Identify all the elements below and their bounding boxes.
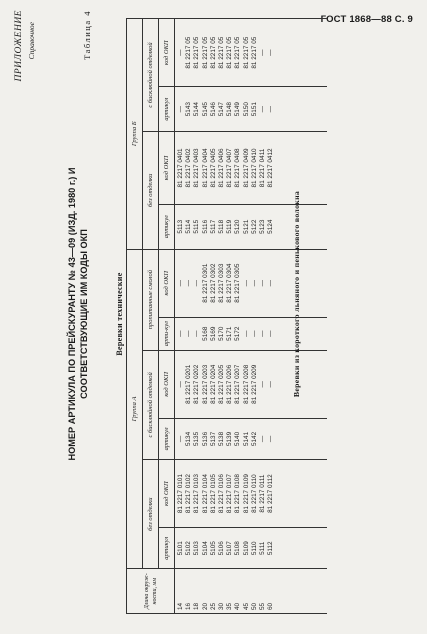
table-cell: 5105 [209, 541, 217, 556]
table-cell: 20 [201, 602, 209, 610]
column-length [175, 569, 328, 614]
table-cell: 5113 [177, 219, 184, 234]
table-cell: 5149 [234, 102, 242, 117]
header-okp: код ОКП [159, 19, 175, 87]
table-cell: 5117 [209, 219, 217, 234]
table-cell: 81 2217 0403 [193, 148, 201, 188]
table-cell: 5151 [250, 102, 258, 117]
table-cell: — [259, 330, 267, 337]
table-cell: 5145 [201, 102, 209, 117]
header-okp: код ОКП [159, 132, 175, 205]
table-cell: 5115 [193, 219, 201, 234]
table-cell: 81 2217 0102 [185, 474, 193, 514]
table-cell: 5124 [267, 219, 275, 234]
table-cell: 5104 [201, 541, 209, 556]
table-number: Таблица 4 [82, 10, 92, 60]
header-article-short: арти-кул [159, 317, 175, 350]
table-cell: 5112 [267, 541, 275, 556]
table-cell: 5121 [242, 219, 250, 234]
table-cell: 81 2217 0302 [209, 263, 217, 303]
header-a-impregnated: пропитанные смолой [143, 249, 159, 350]
page-header: ГОСТ 1868—88 С. 9 [320, 14, 413, 25]
column-a-quick-finish-okp [175, 350, 328, 418]
table-cell: 45 [242, 602, 250, 610]
table-cell: — [259, 105, 267, 113]
header-article: артикул [159, 204, 175, 249]
table-cell: 81 2217 0204 [209, 364, 217, 404]
table-cell: 5168 [201, 326, 209, 341]
table-cell: 5148 [226, 102, 234, 117]
header-okp: код ОКП [159, 460, 175, 528]
table-cell: 81 2217 0111 [259, 474, 267, 513]
header-group-b: Группа Б [127, 19, 143, 250]
table-cell: 14 [177, 602, 184, 610]
table-cell: — [259, 435, 267, 443]
table-cell: 5108 [234, 541, 242, 556]
table-cell: — [185, 279, 193, 287]
table-cell: 5114 [185, 219, 193, 234]
table-cell: 81 2217 0411 [259, 148, 267, 188]
column-b-quick-finish-article [175, 87, 328, 132]
appendix-subtitle: Справочное [27, 22, 36, 60]
column-a-impregnated-okp [175, 249, 328, 317]
table-cell: — [259, 279, 267, 287]
header-article: артикул [159, 87, 175, 132]
table-cell: — [259, 381, 267, 388]
table-cell: 5102 [185, 541, 193, 556]
table-cell: 5103 [193, 541, 201, 556]
table-cell: 81 2217 0408 [234, 148, 242, 188]
table-cell: 81 2217 0101 [177, 474, 184, 514]
table-cell: — [193, 279, 201, 287]
table-cell: — [177, 435, 184, 443]
table-cell: 81 2217 0106 [218, 474, 226, 514]
table-cell: 81 2217 0410 [250, 148, 258, 188]
table-cell: — [185, 330, 193, 337]
table-cell: 81 2217 05 [218, 36, 226, 69]
table-cell: — [267, 381, 275, 388]
table-cell: 81 2217 0301 [201, 263, 209, 303]
table-cell: 40 [234, 602, 242, 610]
table-cell: 81 2217 05 [242, 36, 250, 69]
table-cell: 81 2217 0305 [234, 263, 242, 303]
table-cell: 81 2217 0303 [218, 263, 226, 303]
column-b-no-finish-okp [175, 132, 328, 205]
table-cell: 5143 [185, 102, 193, 117]
table-cell: — [259, 49, 267, 56]
table-cell: — [193, 330, 201, 337]
table-cell: 16 [185, 602, 193, 610]
column-a-no-finish-article [175, 528, 328, 569]
header-a-no-finish: без отделки [143, 460, 159, 569]
table-cell: 81 2217 0409 [242, 148, 250, 188]
table-cell: 5147 [218, 102, 226, 117]
table-cell: 5144 [193, 102, 201, 117]
table-cell: 5119 [226, 219, 234, 234]
table-cell: 81 2217 0406 [218, 148, 226, 188]
table-cell: — [177, 330, 184, 337]
table-cell: 5138 [218, 431, 226, 447]
table-cell: — [250, 330, 258, 337]
table-cell: — [177, 381, 184, 388]
section-title-short-fiber: Веревки из короткого льняного и пенькового волокна [292, 190, 301, 398]
table-cell: 5139 [226, 431, 234, 447]
main-title [66, 4, 90, 624]
table-cell: 81 2217 0205 [218, 364, 226, 404]
column-b-no-finish-article [175, 204, 328, 249]
table-cell: 81 2217 0206 [226, 364, 234, 404]
table-cell: 5109 [242, 541, 250, 556]
table-cell: 5141 [242, 431, 250, 447]
table-cell: 81 2217 0304 [226, 263, 234, 303]
table-cell: — [250, 279, 258, 287]
table-cell: 60 [267, 602, 275, 610]
table-cell: 81 2217 0209 [250, 364, 258, 404]
table-cell: 81 2217 0103 [193, 474, 201, 514]
table-cell: 81 2217 0112 [267, 474, 275, 513]
column-a-impregnated-article [175, 317, 328, 350]
header-article: артикул [159, 418, 175, 459]
table-cell: 50 [250, 602, 258, 610]
table-cell: 5120 [234, 219, 242, 234]
table-cell: 81 2217 05 [209, 36, 217, 69]
table-cell: 81 2217 0402 [185, 148, 193, 188]
table-cell: 5171 [226, 326, 234, 341]
table-cell: 81 2217 0412 [267, 148, 275, 188]
header-b-quick-finish: с бисклюйной отделкой [143, 19, 159, 132]
table-cell: 81 2217 0401 [177, 148, 184, 188]
table-cell: 5172 [234, 326, 242, 341]
table-cell: 81 2217 0110 [250, 474, 258, 513]
table-cell: — [267, 49, 275, 56]
header-b-no-finish: без отделки [143, 132, 159, 250]
main-title-line-1: НОМЕР АРТИКУЛА ПО ПРЕЙСКУРАНТУ № 43—09 (ИЗД. 1980 г.) И [67, 167, 77, 461]
table-cell: 81 2217 0405 [209, 148, 217, 188]
header-group-a: Группа А [127, 249, 143, 569]
appendix-title: ПРИЛОЖЕНИЕ [14, 10, 24, 82]
header-okp: код ОКП [159, 249, 175, 317]
table-cell: — [267, 279, 275, 287]
table-cell: 81 2217 0109 [242, 474, 250, 514]
table-cell: 5135 [193, 431, 201, 447]
table-cell: 5136 [201, 431, 209, 447]
table-cell: 5134 [185, 431, 193, 447]
table-cell: 5169 [209, 326, 217, 341]
header-okp: код ОКП [159, 350, 175, 418]
table-cell: 5146 [209, 102, 217, 117]
table-cell: 81 2217 0202 [193, 364, 201, 404]
table-cell: 55 [259, 602, 267, 610]
table-cell: 81 2217 0105 [209, 474, 217, 514]
table-cell: 81 2217 0207 [234, 364, 242, 404]
table-cell: 81 2217 0104 [201, 474, 209, 514]
table-cell: — [177, 49, 184, 56]
column-b-quick-finish-okp [175, 19, 328, 87]
table-cell: 5140 [234, 431, 242, 447]
header-length: Длина окруж-ности, мм [127, 569, 175, 614]
section-title-technical: Веревки технические [115, 272, 124, 356]
table-cell: 81 2217 0107 [226, 474, 234, 514]
table-cell: — [242, 330, 250, 337]
table-cell: — [177, 279, 184, 287]
table-cell: — [267, 435, 275, 443]
table-cell: — [267, 105, 275, 113]
table-cell: — [242, 279, 250, 287]
table-cell: 81 2217 0108 [234, 474, 242, 514]
table-cell: 5106 [218, 541, 226, 556]
table-cell: 81 2217 05 [193, 36, 201, 69]
table-cell: 5170 [218, 326, 226, 341]
table-cell: 5116 [201, 219, 209, 234]
table-cell: 81 2217 0407 [226, 148, 234, 188]
header-a-quick-finish: с бисклюйной отделкой [143, 350, 159, 459]
table-cell: — [177, 105, 184, 113]
table-cell: 81 2217 05 [185, 36, 193, 69]
table-cell: 35 [226, 602, 234, 610]
table-cell: 5118 [218, 219, 226, 234]
table-cell: — [267, 330, 275, 337]
table-cell: 5110 [250, 541, 258, 556]
table-cell: 5111 [259, 541, 267, 555]
table-cell: 81 2217 0201 [185, 364, 193, 404]
table-cell: 25 [209, 602, 217, 610]
table-cell: 81 2217 0208 [242, 364, 250, 404]
table-cell: 5107 [226, 541, 234, 556]
table-cell: 81 2217 0203 [201, 364, 209, 404]
table-cell: 5150 [242, 102, 250, 117]
rotated-page-content [8, 4, 418, 624]
table-cell: 81 2217 0404 [201, 148, 209, 188]
table-cell: 81 2217 05 [201, 36, 209, 69]
column-a-quick-finish-article [175, 418, 328, 459]
header-article: артикул [159, 528, 175, 569]
table-cell: 81 2217 05 [226, 36, 234, 69]
table-cell: 81 2217 05 [234, 36, 242, 69]
table-cell: 5122 [250, 219, 258, 234]
table-cell: 5142 [250, 431, 258, 447]
table-cell: 18 [193, 602, 201, 610]
column-a-no-finish-okp [175, 460, 328, 528]
table-body-row [175, 19, 328, 614]
table-cell: 5137 [209, 431, 217, 447]
table-cell: 30 [218, 602, 226, 610]
table-cell: 81 2217 05 [250, 36, 258, 69]
table-cell: 5101 [177, 541, 184, 556]
main-title-line-2: СООТВЕТСТВУЮЩИЕ ИМ КОДЫ ОКП [79, 229, 89, 399]
appendix-label [14, 10, 36, 82]
table-cell: 5123 [259, 219, 267, 234]
